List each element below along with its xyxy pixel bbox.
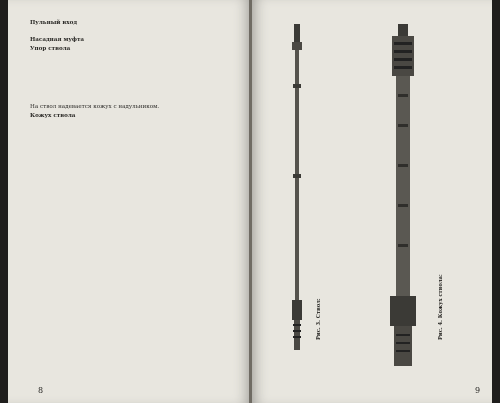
paragraph xyxy=(24,121,242,128)
paragraph xyxy=(24,12,242,19)
paragraph-body: На ствол надевается кожух с надульником. xyxy=(30,104,160,111)
paragraph xyxy=(24,54,242,61)
paragraph xyxy=(24,129,242,136)
paragraph xyxy=(24,71,242,78)
right-page xyxy=(252,0,492,403)
left-page-text xyxy=(24,12,242,342)
paragraph xyxy=(24,96,242,103)
paragraph xyxy=(24,37,242,44)
jacket-figure xyxy=(380,24,426,374)
paragraph xyxy=(24,138,242,145)
paragraph xyxy=(24,79,242,86)
jacket-caption-title: Рис. 4. Кожух ствола: xyxy=(438,274,444,340)
paragraph-lead: Кожух ствола xyxy=(30,112,76,119)
paragraph xyxy=(24,46,242,53)
jacket-caption xyxy=(438,40,444,340)
barrel-caption-title: Рис. 3. Ствол: xyxy=(316,298,322,340)
paragraph xyxy=(24,88,242,95)
paragraph xyxy=(24,113,242,120)
barrel-drawing xyxy=(282,24,312,354)
left-page-number: 8 xyxy=(38,386,44,395)
paragraph-lead: Упор ствола xyxy=(30,45,71,52)
left-page xyxy=(8,0,250,403)
right-page-number: 9 xyxy=(475,386,481,395)
paragraph xyxy=(24,104,242,111)
jacket-drawing xyxy=(380,24,426,374)
paragraph xyxy=(24,62,242,69)
barrel-figure xyxy=(282,24,312,354)
paragraph xyxy=(24,20,242,27)
paragraph-lead: Насадная муфта xyxy=(30,37,85,44)
paragraph xyxy=(24,29,242,36)
barrel-caption xyxy=(316,40,322,340)
paragraph-lead: Пульный вход xyxy=(30,20,78,27)
